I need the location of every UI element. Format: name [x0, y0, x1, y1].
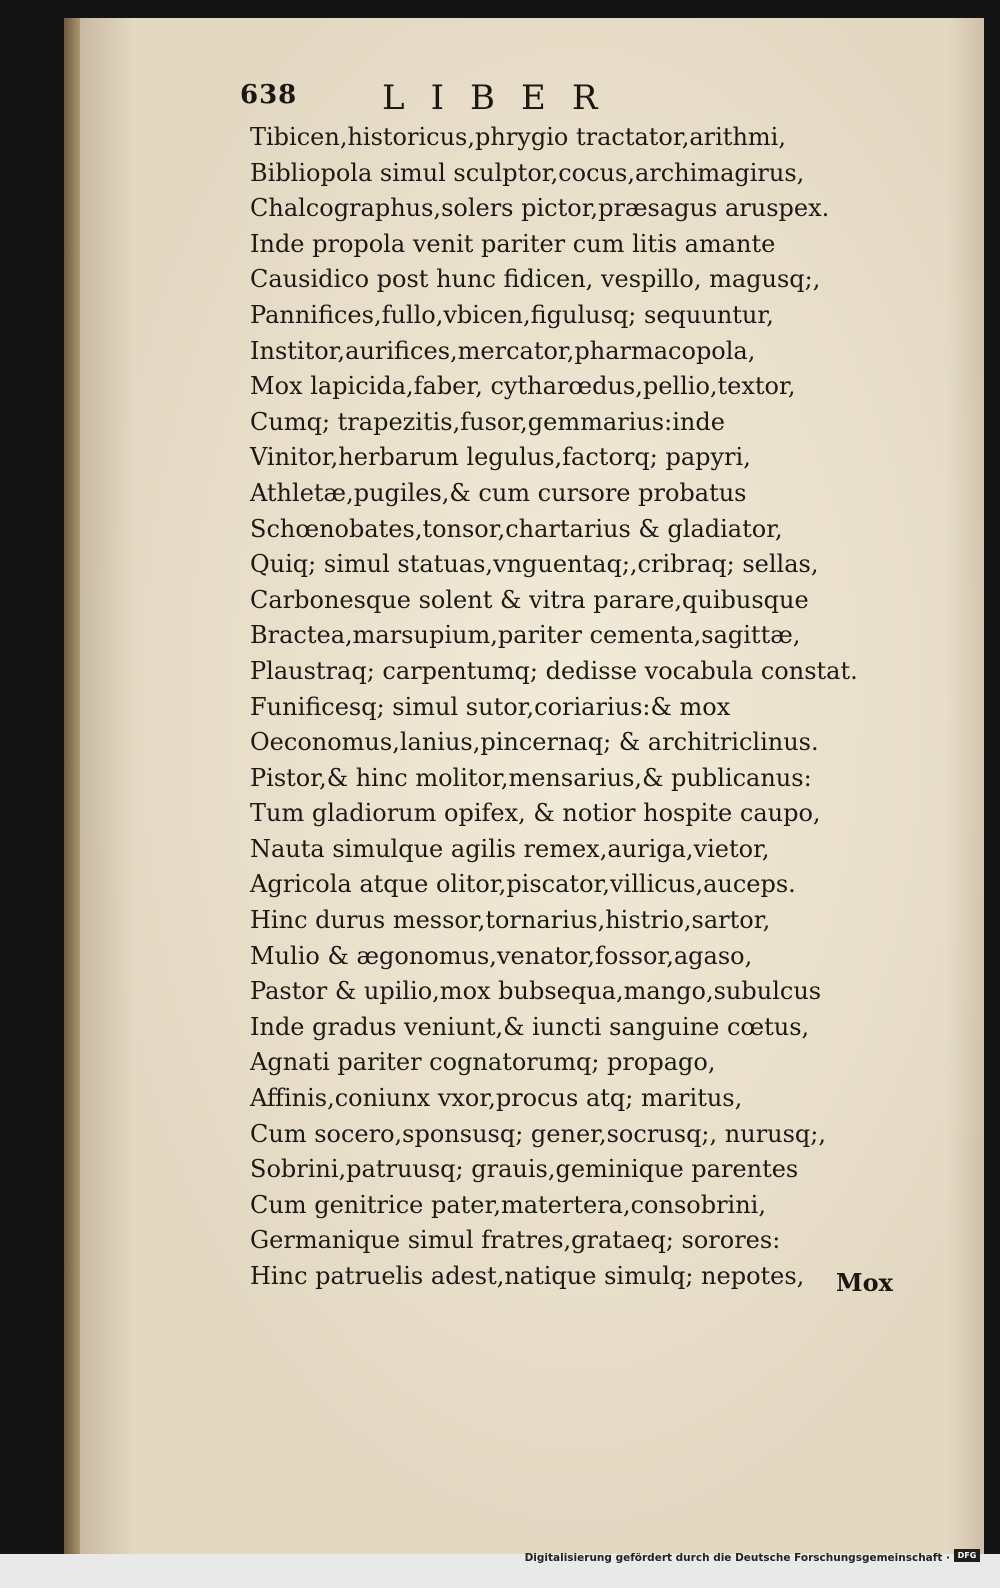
verse-line: Athletæ,pugiles,& cum cursore probatus — [250, 478, 747, 507]
verse-line: Institor,aurifices,mercator,pharmacopola, — [250, 336, 756, 365]
verse-line: Mox lapicida,faber, cytharœdus,pellio,textor, — [250, 372, 796, 401]
verse-line: Pistor,& hinc molitor,mensarius,& publicanus: — [250, 763, 812, 792]
verse-line: Nauta simulque agilis remex,auriga,vietor, — [250, 834, 770, 863]
verse-line: Causidico post hunc fidicen, vespillo, magusq;, — [250, 265, 821, 294]
running-head: LIBER — [382, 78, 624, 118]
verse-line: Hinc durus messor,tornarius,histrio,sartor, — [250, 906, 771, 935]
verse-line: Schœnobates,tonsor,chartarius & gladiator, — [250, 514, 783, 543]
verse-line: Sobrini,patruusq; grauis,geminique parentes — [250, 1155, 799, 1184]
verse-line: Funificesq; simul sutor,coriarius:& mox — [250, 692, 731, 721]
verse-line: Plaustraq; carpentumq; dedisse vocabula constat. — [250, 656, 858, 685]
verse-line: Agricola atque olitor,piscator,villicus,auceps. — [250, 870, 796, 899]
verse-line: Cum genitrice pater,matertera,consobrini, — [250, 1190, 766, 1219]
verse-line: Bractea,marsupium,pariter cementa,sagittæ, — [250, 621, 801, 650]
dfg-logo: DFG — [954, 1549, 980, 1562]
verse-line: Agnati pariter cognatorumq; propago, — [250, 1048, 716, 1077]
verse-line: Affinis,coniunx vxor,procus atq; maritus, — [250, 1084, 743, 1113]
verse-line: Mulio & ægonomus,venator,fossor,agaso, — [250, 941, 753, 970]
verse-line: Tibicen,historicus,phrygio tractator,arithmi, — [250, 123, 786, 151]
verse-line: Hinc patruelis adest,natique simulq; nepotes, — [250, 1262, 805, 1290]
page-header — [240, 78, 800, 118]
verse-line: Carbonesque solent & vitra parare,quibusque — [250, 585, 809, 614]
verse-line: Inde gradus veniunt,& iuncti sanguine cœtus, — [250, 1012, 810, 1041]
digitization-credit: Digitalisierung gefördert durch die Deutsche Forschungsgemeinschaft · — [524, 1552, 950, 1564]
catchword: Mox — [836, 1268, 893, 1297]
verse-line: Cumq; trapezitis,fusor,gemmarius:inde — [250, 407, 725, 436]
verse-line: Chalcographus,solers pictor,præsagus aruspex. — [250, 194, 830, 223]
verse-line: Cum socero,sponsusq; gener,socrusq;, nurusq;, — [250, 1119, 827, 1148]
verse-text — [250, 120, 900, 1295]
page-number: 638 — [240, 80, 298, 110]
verse-line: Pastor & upilio,mox bubsequa,mango,subulcus — [250, 977, 822, 1006]
verse-line: Tum gladiorum opifex, & notior hospite caupo, — [250, 799, 821, 828]
verse-line: Oeconomus,lanius,pincernaq; & architriclinus. — [250, 728, 819, 757]
verse-line: Bibliopola simul sculptor,cocus,archimagirus, — [250, 158, 805, 187]
verse-line: Germanique simul fratres,grataeq; sorores: — [250, 1226, 781, 1255]
verse-line: Inde propola venit pariter cum litis amante — [250, 229, 776, 258]
verse-line: Quiq; simul statuas,vnguentaq;,cribraq; sellas, — [250, 550, 819, 579]
verse-line: Pannifices,fullo,vbicen,figulusq; sequuntur, — [250, 300, 774, 329]
verse-line: Vinitor,herbarum legulus,factorq; papyri, — [250, 443, 751, 472]
